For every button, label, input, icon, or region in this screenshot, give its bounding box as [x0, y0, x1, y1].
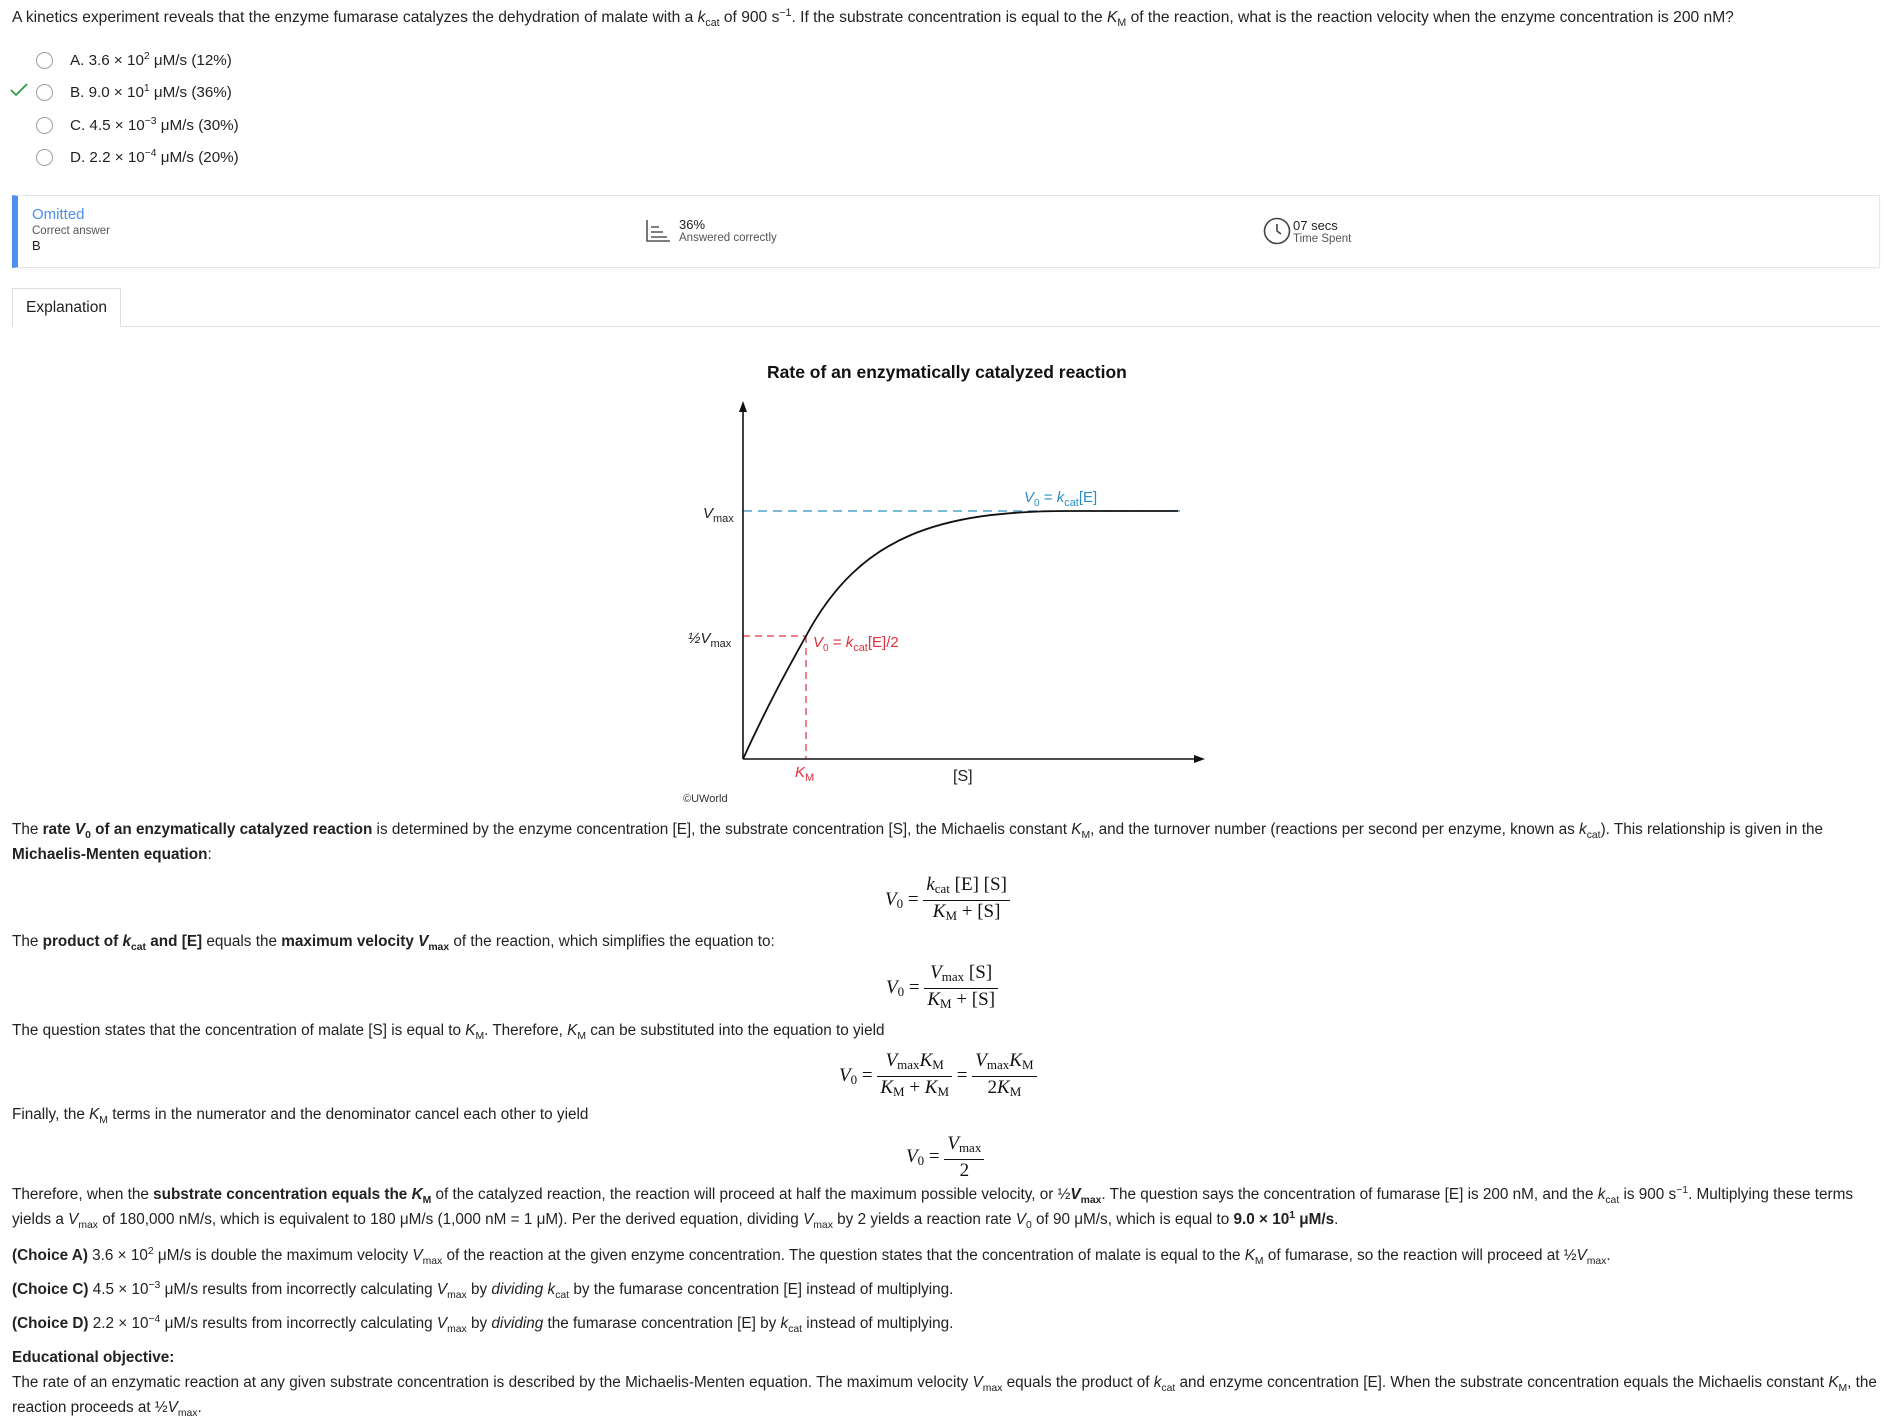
percent-label: Answered correctly — [679, 232, 777, 244]
y-axis-arrow — [739, 401, 747, 412]
tab-divider — [121, 326, 1880, 327]
choice-d-explanation: (Choice D) $2.2 \times 10^{-4}$ μM/s results from incorrectly calculating $V_{max}$ by dividing the fumarase concentration [E] by $k_{cat}$ instead of multiplying. — [12, 1313, 954, 1336]
stats-bar — [12, 195, 1880, 268]
choice-c-explanation: (Choice C) $4.5 \times 10^{-3}$ μM/s results from incorrectly calculating $V_{max}$ by dividing $k_{cat}$ by the fumarase concentration [E] instead of multiplying. — [12, 1279, 954, 1302]
michaelis-menten-figure — [660, 395, 1220, 785]
explanation-paragraph-2: The product of $k_{cat}$ and [E] equals the maximum velocity $V_{max}$ of the reaction, which simplifies the equation to: — [12, 933, 775, 954]
choice-letter: B. — [70, 83, 85, 101]
choice-value: $9.0 \times 10^1$ μM/s — [88, 82, 188, 101]
question-text-1: A kinetics experiment reveals that the enzyme fumarase catalyzes the dehydration of malate with a — [12, 9, 698, 26]
kcat-symbol: k — [697, 9, 706, 26]
choice-d[interactable] — [36, 145, 239, 169]
km-axis-label: $K_M$ — [795, 764, 815, 784]
half-vmax-label: $\frac{1}{2}V_{max}$ — [688, 630, 732, 650]
km-sub: M — [1117, 17, 1127, 30]
radio-c[interactable] — [36, 117, 53, 134]
half-equation-label: $V_0 = k_{cat}[E]/2$ — [813, 634, 899, 654]
vmax-equation-label: $V_0 = k_{cat}[E]$ — [1024, 489, 1098, 509]
choice-letter: A. — [70, 51, 85, 69]
choice-a[interactable] — [36, 48, 232, 72]
figure-title: Rate of an enzymatically catalyzed reaction — [767, 362, 1127, 382]
question-text-3: . If the substrate concentration is equal to the — [791, 9, 1107, 26]
question-text-4: of the reaction, what is the reaction velocity when the enzyme concentration is 200 nM? — [1126, 9, 1734, 26]
question-stem — [12, 6, 1872, 30]
choice-percent: (30%) — [198, 116, 239, 134]
explanation-paragraph-1: The rate $V_0$ of an enzymatically catalyzed reaction is determined by the enzyme concentration [E], the substrate concentration [S], the Michaelis constant $K_M$, and the turnover number (reactions per second per enzyme, known as $k_{cat}$). This relationship is given in the Michaelis-Menten equation: — [12, 821, 1824, 863]
equation-half-vmax: V0 = $\frac{Vmax}{2}$ — [906, 1133, 984, 1182]
choice-value: $2.2 \times 10^{-4}$ μM/s — [89, 147, 194, 166]
educational-objective: Educational objective: The rate of an enzymatic reaction at any given substrate concentration is described by the Michaelis-Menten equation. The maximum velocity $V_{max}$ equals the product of $k_{cat}$ and enzyme concentration [E]. When the substrate concentration equals the Michaelis constant $K_M$, the reaction proceeds at $\frac{1}{2}V_{max}$. — [12, 1349, 1877, 1420]
choice-percent: (20%) — [198, 148, 239, 166]
equation-michaelis-menten: V0 = $\frac{\text{kcat [E] [S]}}{KM + [S]}$ — [885, 874, 1010, 927]
radio-a[interactable] — [36, 52, 53, 69]
vmax-label: $V_{max}$ — [703, 505, 734, 525]
choice-value: $3.6 \times 10^2$ μM/s — [88, 50, 188, 69]
unit-exp: −1 — [779, 6, 792, 19]
choice-percent: (36%) — [191, 83, 232, 101]
choice-a-explanation: (Choice A) $3.6 \times 10^2$ μM/s is double the maximum velocity $V_{max}$ of the reaction at the given enzyme concentration. The question states that the concentration of malate is equal to the $K_M$ of fumarase, so the reaction will proceed at $\frac{1}{2}V_{max}$. — [12, 1245, 1611, 1268]
radio-b[interactable] — [36, 84, 53, 101]
explanation-paragraph-5: Therefore, when the substrate concentration equals the $K_M$ of the catalyzed reaction, the reaction will proceed at half the maximum possible velocity, or $\frac{1}{2}V_{max}$. The question says the concentration of fumarase [E] is 200 nM, and the $k_{cat}$ is 900 $s^{-1}$. Multiplying these terms yields a $V_{max}$ of 180,000 nM/s, which is equivalent to 180 μM/s (1,000 nM = 1 μM). Per the derived equation, dividing $V_{max}$ by 2 yields a reaction rate $V_0$ of 90 μM/s, which is equal to $9.0 \times 10^1$ μM/s. — [12, 1184, 1853, 1232]
answer-status — [32, 206, 110, 253]
correct-answer-value: B — [32, 238, 41, 253]
status-omitted: Omitted — [32, 206, 85, 223]
saturation-curve — [743, 511, 1178, 759]
correct-answer-label: Correct answer — [32, 225, 110, 237]
equation-simplified: V0 = $\frac{Vmax [S]}{KM + [S]}$ — [886, 962, 998, 1015]
choice-letter: D. — [70, 148, 86, 166]
tab-explanation[interactable]: Explanation — [12, 288, 121, 327]
choice-c[interactable] — [36, 113, 239, 137]
choice-value: $4.5 \times 10^{-3}$ μM/s — [89, 115, 194, 134]
correct-check-icon — [10, 83, 28, 97]
choice-b[interactable] — [36, 80, 232, 104]
percent-stat — [645, 217, 777, 244]
time-stat — [1263, 217, 1351, 245]
question-text-2: of 900 s — [719, 9, 780, 26]
radio-d[interactable] — [36, 149, 53, 166]
kcat-sub: cat — [705, 17, 720, 30]
time-value: 07 secs — [1293, 217, 1338, 233]
choice-letter: C. — [70, 116, 86, 134]
x-axis-label: [S] — [953, 768, 973, 785]
bar-chart-icon — [645, 219, 671, 243]
clock-icon — [1263, 217, 1291, 245]
copyright: ©UWorld — [683, 793, 728, 805]
time-label: Time Spent — [1293, 232, 1352, 245]
choice-percent: (12%) — [191, 51, 232, 69]
educational-objective-title: Educational objective: — [12, 1349, 175, 1366]
explanation-paragraph-3: The question states that the concentration of malate [S] is equal to $K_M$. Therefore, $K_M$ can be substituted into the equation to yield — [12, 1022, 885, 1043]
km-symbol: K — [1107, 9, 1118, 26]
explanation-paragraph-4: Finally, the $K_M$ terms in the numerator and the denominator cancel each other to yield — [12, 1106, 589, 1127]
percent-value: 36% — [679, 217, 706, 232]
equation-substituted: V0 = $\frac{\text{VmaxKM}}{KM + KM}$ = $\frac{\text{VmaxKM}}{2KM}$ — [839, 1050, 1037, 1103]
x-axis-arrow — [1194, 755, 1205, 763]
